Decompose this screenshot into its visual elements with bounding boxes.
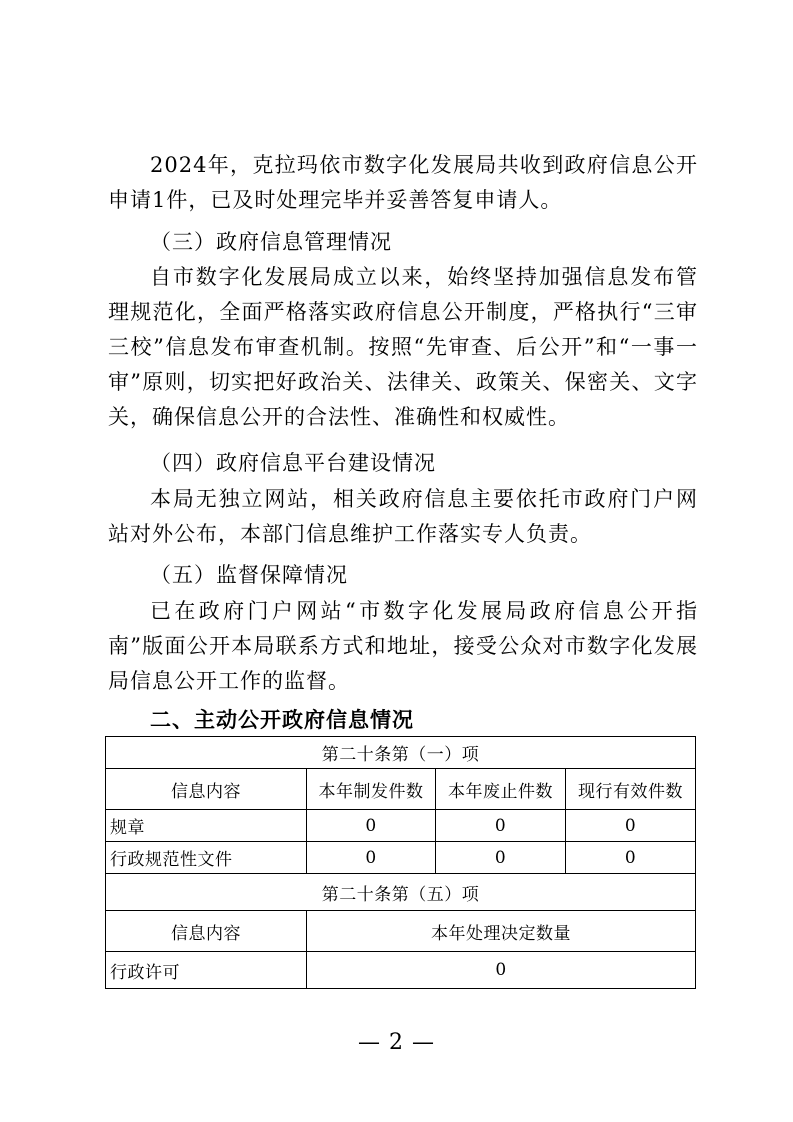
table-cell: 0 (307, 810, 436, 842)
paragraph-applications: 2024年，克拉玛依市数字化发展局共收到政府信息公开申请1件，已及时处理完毕并妥善答复申请人。 (108, 153, 698, 212)
table-cell: 0 (307, 952, 696, 989)
heading-info-management: （三）政府信息管理情况 (150, 230, 392, 254)
table-row (106, 737, 696, 769)
table-header-cell: 现行有效件数 (566, 769, 696, 810)
table-cell: 0 (436, 842, 566, 874)
table-cell: 行政许可 (106, 952, 307, 989)
heading-platform-construction: （四）政府信息平台建设情况 (150, 451, 436, 475)
table-cell: 0 (566, 810, 696, 842)
table-header-cell: 信息内容 (106, 769, 307, 810)
paragraph-info-management: 自市数字化发展局成立以来，始终坚持加强信息发布管理规范化，全面严格落实政府信息公开制度，严格执行“三审三校”信息发布审查机制。按照“先审查、后公开”和“一事一审”原则，切实把好政治关、法律关、政策关、保密关、文字关，确保信息公开的合法性、准确性和权威性。 (108, 265, 698, 429)
table-row (106, 952, 696, 989)
paragraph-platform-construction: 本局无独立网站，相关政府信息主要依托市政府门户网站对外公布，本部门信息维护工作落实专人负责。 (108, 487, 698, 546)
page-number: — 2 — (358, 1030, 435, 1055)
section-title: 二、主动公开政府信息情况 (150, 708, 414, 732)
table-header-row (106, 769, 696, 810)
table-header-cell: 信息内容 (106, 911, 307, 952)
paragraph-supervision: 已在政府门户网站“市数字化发展局政府信息公开指南”版面公开本局联系方式和地址，接受公众对市数字化发展局信息公开工作的监督。 (108, 599, 698, 693)
table-row (106, 810, 696, 842)
table-header-cell: 本年处理决定数量 (307, 911, 696, 952)
table-cell: 0 (566, 842, 696, 874)
table-header-row (106, 911, 696, 952)
table-row (106, 874, 696, 911)
table-row (106, 842, 696, 874)
table-section-title: 第二十条第（一）项 (106, 737, 696, 769)
disclosure-table (105, 736, 696, 989)
table-header-cell: 本年制发件数 (307, 769, 436, 810)
table-cell: 0 (307, 842, 436, 874)
table-header-cell: 本年废止件数 (436, 769, 566, 810)
table-section-title: 第二十条第（五）项 (106, 874, 696, 911)
table-cell: 规章 (106, 810, 307, 842)
heading-supervision: （五）监督保障情况 (150, 563, 348, 587)
table-cell: 行政规范性文件 (106, 842, 307, 874)
table-cell: 0 (436, 810, 566, 842)
